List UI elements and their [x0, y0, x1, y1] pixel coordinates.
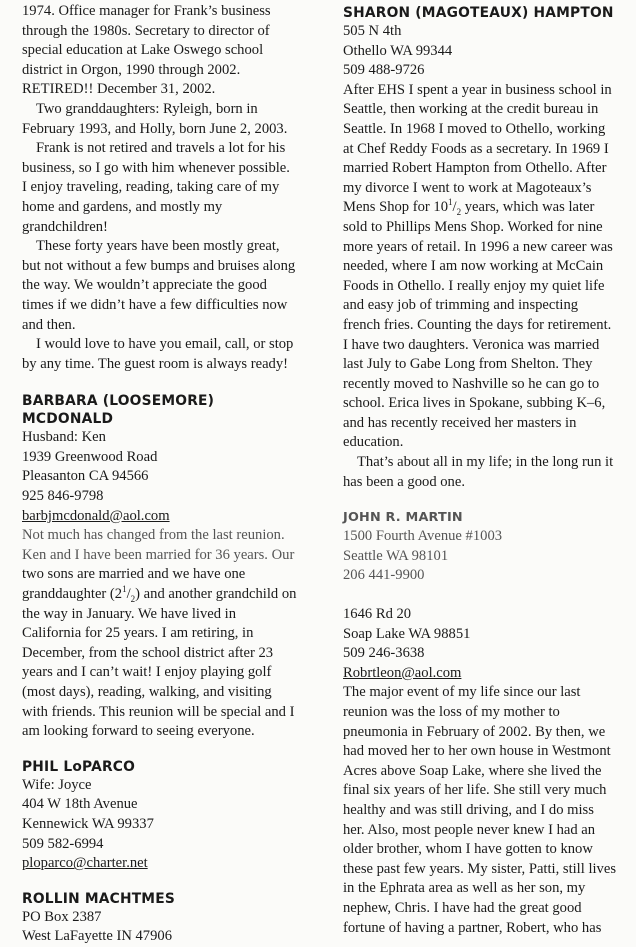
text-line: Frank is not retired and travels a lot for his: [36, 140, 286, 157]
text-line: through the 1980s. Secretary to director of: [22, 22, 270, 39]
entry-name-loparco: PHIL LoPARCO: [22, 758, 136, 775]
text-line: the way in January. We have lived in: [22, 605, 237, 622]
closing-paragraph: [22, 335, 310, 374]
text-line: by any time. The guest room is always ready!: [22, 355, 289, 372]
city-state-zip: Soap Lake WA 98851: [343, 625, 471, 642]
entry-name-martin: JOHN R. MARTIN: [343, 510, 463, 526]
text-line: 1974. Office manager for Frank’s business: [22, 3, 271, 19]
phone-number: 509 246-3638: [343, 645, 425, 662]
intro-paragraph: [22, 2, 310, 100]
text-line: Seattle. In 1968 I moved to Othello, working: [343, 120, 606, 137]
text-line: at Chef Reddy Foods as a secretary. In 1969 I: [343, 140, 609, 157]
phone-number: 509 488-9726: [343, 62, 425, 79]
spouse-line: Husband: Ken: [22, 429, 106, 446]
text-line: two sons are married and we have one: [22, 566, 246, 583]
text-line: The major event of my life since our last: [343, 684, 581, 701]
entry-address-mcdonald: [22, 428, 310, 526]
grandkids-paragraph: [22, 100, 310, 139]
text-line: and easy job of trimming and inspecting: [343, 297, 579, 314]
text-line: December, from the school district after 23: [22, 644, 274, 661]
text-line: RETIRED!! December 31, 2002.: [22, 81, 216, 98]
text-line: french fries. Counting the days for retirement.: [343, 316, 612, 333]
entry-address-martin: [343, 527, 623, 586]
right-column: [343, 4, 623, 938]
martin-bio: [343, 683, 623, 938]
text-line: but not without a few bumps and bruises along: [22, 257, 296, 274]
email-link[interactable]: barbjmcdonald@aol.com: [22, 507, 170, 524]
text-line: I have two daughters. Veronica was married: [343, 336, 600, 353]
text-line: the way. We wouldn’t appreciate the good: [22, 277, 267, 294]
text-line: last July to Gabe Long from Shelton. They: [343, 356, 593, 373]
text-line: Ken and I have been married for 36 years. Our: [22, 546, 295, 563]
frank-paragraph: [22, 139, 310, 237]
text-line: more years of retail. In 1996 a new career was: [343, 238, 613, 255]
entry-name-mcdonald: BARBARA (LOOSEMORE) MCDONALD: [22, 393, 215, 428]
email-link[interactable]: Robrtleon@aol.com: [343, 664, 462, 681]
text-line: times if we didn’t have a few difficulties now: [22, 296, 288, 313]
forty-years-paragraph: [22, 237, 310, 335]
text-line: healthy and was still driving, and I do miss: [343, 801, 594, 818]
text-line: reunion was the loss of my mother to: [343, 704, 560, 720]
hampton-closing: [343, 453, 623, 492]
text-line: After EHS I spent a year in business school in: [343, 81, 612, 98]
text-line: needed, where I am now working at McCain: [343, 258, 604, 275]
city-state-zip: Othello WA 99344: [343, 42, 453, 59]
text-line: home and gardens, and mostly my: [22, 198, 223, 215]
phone-number: 925 846-9798: [22, 488, 104, 505]
text-line: grandchildren!: [22, 218, 108, 235]
text-line: I would love to have you email, call, or stop: [36, 336, 294, 353]
street-address: 404 W 18th Avenue: [22, 796, 138, 813]
street-address: 1500 Fourth Avenue #1003: [343, 528, 503, 545]
text-line: Acres above Soap Lake, where she lived the: [343, 762, 602, 779]
text-line: Mens Shop for $10^1/_2$ years, which was later: [343, 197, 595, 218]
city-state-zip: West LaFayette IN 47906: [22, 928, 172, 945]
text-line: business, so I go with him whenever possible.: [22, 159, 290, 176]
text-line: my divorce I went to work at Magoteaux’s: [343, 179, 592, 196]
phone-number: 509 582-6994: [22, 835, 104, 852]
text-line: special education at Lake Oswego school: [22, 42, 264, 59]
city-state-zip: Seattle WA 98101: [343, 547, 449, 564]
text-line: and has recently received her masters in: [343, 414, 577, 431]
text-line: Two granddaughters: Ryleigh, born in: [36, 100, 258, 117]
text-line: pneumonia in February of 2002. By then, we: [343, 723, 606, 740]
text-line: years and I can’t wait! I enjoy playing golf: [22, 664, 272, 681]
entry-address-machtmes: [22, 908, 310, 947]
street-address: PO Box 2387: [22, 908, 102, 925]
phone-number: 206 441-9900: [343, 567, 425, 584]
city-state-zip: Kennewick WA 99337: [22, 815, 154, 832]
text-line: married Robert Hampton from Othello. After: [343, 160, 607, 177]
text-line: school. Erica lives in Spokane, subbing K–6,: [343, 395, 606, 412]
text-line: California for 25 years. I am retiring, in: [22, 625, 254, 642]
text-line: has been a good one.: [343, 473, 465, 490]
text-line: had moved her to her own house in Westmont: [343, 743, 611, 760]
text-line: and then.: [22, 316, 76, 333]
text-line: am looking forward to seeing everyone.: [22, 723, 255, 740]
text-line: recently moved to Nashville so he can go to: [343, 375, 600, 392]
text-line: granddaughter $(2^1/_2)$ and another grandchild on: [22, 584, 297, 604]
text-line: I enjoy traveling, reading, taking care of my: [22, 179, 280, 196]
text-line: nephew, Chris. I have had the great good: [343, 899, 582, 916]
text-line: her. Also, most people never knew I had an: [343, 821, 596, 838]
entry-address-loparco: [22, 776, 310, 874]
text-line: Not much has changed from the last reunion.: [22, 527, 285, 544]
text-line: These forty years have been mostly great,: [36, 238, 280, 255]
email-link[interactable]: ploparco@charter.net: [22, 855, 148, 872]
street-address: 505 N 4th: [343, 23, 402, 39]
text-line: fortune of having a partner, Robert, who has: [343, 919, 602, 936]
left-column: [22, 2, 310, 947]
entry-address-hampton: [343, 22, 623, 81]
entry-name-hampton: SHARON (MAGOTEAUX) HAMPTON: [343, 5, 614, 21]
text-line: Seattle, then working at the credit bureau in: [343, 101, 599, 118]
text-line: in the Ephrata area as well as her son, my: [343, 880, 586, 897]
text-line: February 1993, and Holly, born June 2, 2003.: [22, 120, 288, 137]
text-line: That’s about all in my life; in the long run it: [357, 454, 614, 471]
entry-address-martin-second: [343, 605, 623, 683]
text-line: these past few years. My sister, Patti, still lives: [343, 860, 617, 877]
text-line: final six years of her life. She still very much: [343, 782, 607, 799]
entry-name-machtmes: ROLLIN MACHTMES: [22, 890, 176, 907]
hampton-bio: [343, 81, 623, 453]
text-line: education.: [343, 434, 404, 451]
street-address: 1646 Rd 20: [343, 606, 412, 623]
text-line: sold to Phillips Mens Shop. Worked for nine: [343, 218, 603, 235]
text-line: Foods in Othello. I really enjoy my quiet life: [343, 277, 605, 294]
text-line: (most days), reading, walking, and visiting: [22, 684, 272, 700]
text-line: district in Orgon, 1990 through 2002.: [22, 61, 241, 78]
street-address: 1939 Greenwood Road: [22, 448, 158, 465]
spouse-line: Wife: Joyce: [22, 776, 92, 793]
text-line: with friends. This reunion will be special and I: [22, 703, 295, 720]
mcdonald-bio: [22, 526, 310, 742]
text-line: older brother, whom I have gotten to know: [343, 841, 593, 858]
city-state-zip: Pleasanton CA 94566: [22, 468, 149, 485]
